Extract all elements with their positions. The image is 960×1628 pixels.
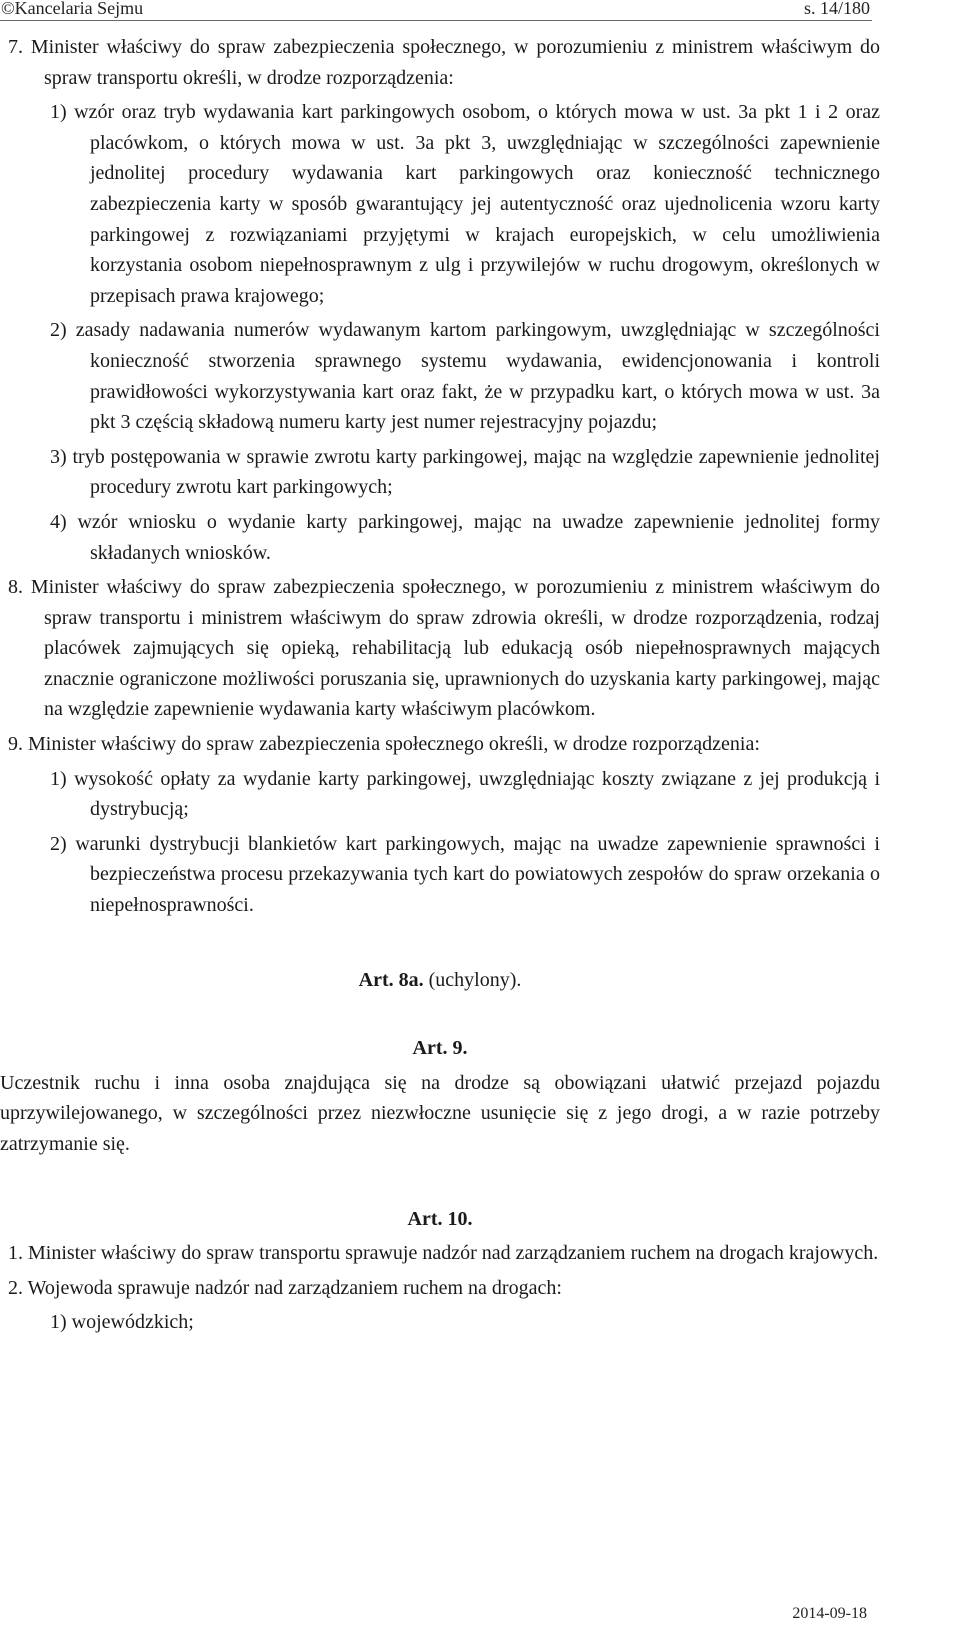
paragraph-7-item-2: 2) zasady nadawania numerów wydawanym kartom parkingowym, uwzględniając w szczególności konieczność stworzenia sprawnego systemu wydawania, ewidencjonowania i kontroli prawidłowości wykorzystywania kart oraz fakt, że w przypadku kart, o których mowa w ust. 3a pkt 3 częścią składową numeru karty jest numer rejestracyjny pojazdu; xyxy=(50,319,880,434)
article-8a-title: Art. 8a. xyxy=(358,968,424,991)
paragraph-7-intro: 7. Minister właściwy do spraw zabezpieczenia społecznego, w porozumieniu z ministrem właściwym do spraw transportu określi, w drodze rozporządzenia: xyxy=(8,36,880,89)
paragraph-8: 8. Minister właściwy do spraw zabezpieczenia społecznego, w porozumieniu z ministrem właściwym do spraw transportu i ministrem właściwym do spraw zdrowia określi, w drodze rozporządzenia, rodzaj placówek zajmujących się opieką, rehabilitacją lub edukacją osób niepełnosprawnych mających znacznie ograniczone możliwości poruszania się, uprawnionych do uzyskania karty parkingowej, mając na względzie zapewnienie wydawania karty właściwym placówkom. xyxy=(8,576,880,721)
paragraph-9-item-1: 1) wysokość opłaty za wydanie karty parkingowej, uwzględniając koszty związane z jej produkcją i dystrybucją; xyxy=(50,767,880,821)
footer-date: 2014-09-18 xyxy=(792,1605,867,1622)
header-page-number: s. 14/180 xyxy=(803,0,870,18)
article-9-text: Uczestnik ruchu i inna osoba znajdująca się na drodze są obowiązani ułatwić przejazd pojazdu uprzywilejowanego, w szczególności przez niezwłoczne usunięcie się z jego drogi, a w razie potrzeby zatrzymanie się. xyxy=(0,1071,880,1155)
paragraph-9-item-2: 2) warunki dystrybucji blankietów kart parkingowych, mając na uwadze zapewnienie sprawności i bezpieczeństwa procesu przekazywania tych kart do powiatowych zespołów do spraw orzekania o niepełnosprawności. xyxy=(50,832,880,917)
paragraph-7-item-4: 4) wzór wniosku o wydanie karty parkingowej, mając na uwadze zapewnienie jednolitej formy składanych wniosków. xyxy=(50,510,880,564)
paragraph-7-item-1: 1) wzór oraz tryb wydawania kart parkingowych osobom, o których mowa w ust. 3a pkt 1 i 2 oraz placówkom, o których mowa w ust. 3a pkt 3, uwzględniając w szczególności zapewnienie jednolitej procedury wydawania kart parkingowych oraz konieczność technicznego zabezpieczenia karty w sposób gwarantujący jej autentyczność oraz ujednolicenia wzoru karty parkingowej z rozwiązaniami przyjętymi w krajach europejskich, w celu umożliwienia korzystania osobom niepełnosprawnym z ulg i przywilejów w ruchu drogowym, określonych w przepisach prawa krajowego; xyxy=(50,101,880,307)
document-body xyxy=(0,32,880,1338)
article-10-paragraph-2-item-1: 1) wojewódzkich; xyxy=(50,1311,194,1334)
paragraph-9-intro: 9. Minister właściwy do spraw zabezpieczenia społecznego określi, w drodze rozporządzenia: xyxy=(8,733,760,756)
header-publisher: ©Kancelaria Sejmu xyxy=(1,0,144,18)
paragraph-7-item-3: 3) tryb postępowania w sprawie zwrotu karty parkingowej, mając na względzie zapewnienie jednolitej procedury zwrotu kart parkingowych; xyxy=(50,445,880,499)
article-10-paragraph-2: 2. Wojewoda sprawuje nadzór nad zarządzaniem ruchem na drogach: xyxy=(8,1276,562,1299)
header-rule xyxy=(0,20,872,21)
page-header xyxy=(0,0,870,22)
article-8a-note: (uchylony). xyxy=(423,968,522,991)
article-10-paragraph-1: 1. Minister właściwy do spraw transportu sprawuje nadzór nad zarządzaniem ruchem na drogach krajowych. xyxy=(8,1242,879,1265)
article-10-heading: Art. 10. xyxy=(407,1207,473,1230)
article-8a-heading xyxy=(0,965,880,996)
article-9-heading: Art. 9. xyxy=(412,1037,468,1060)
